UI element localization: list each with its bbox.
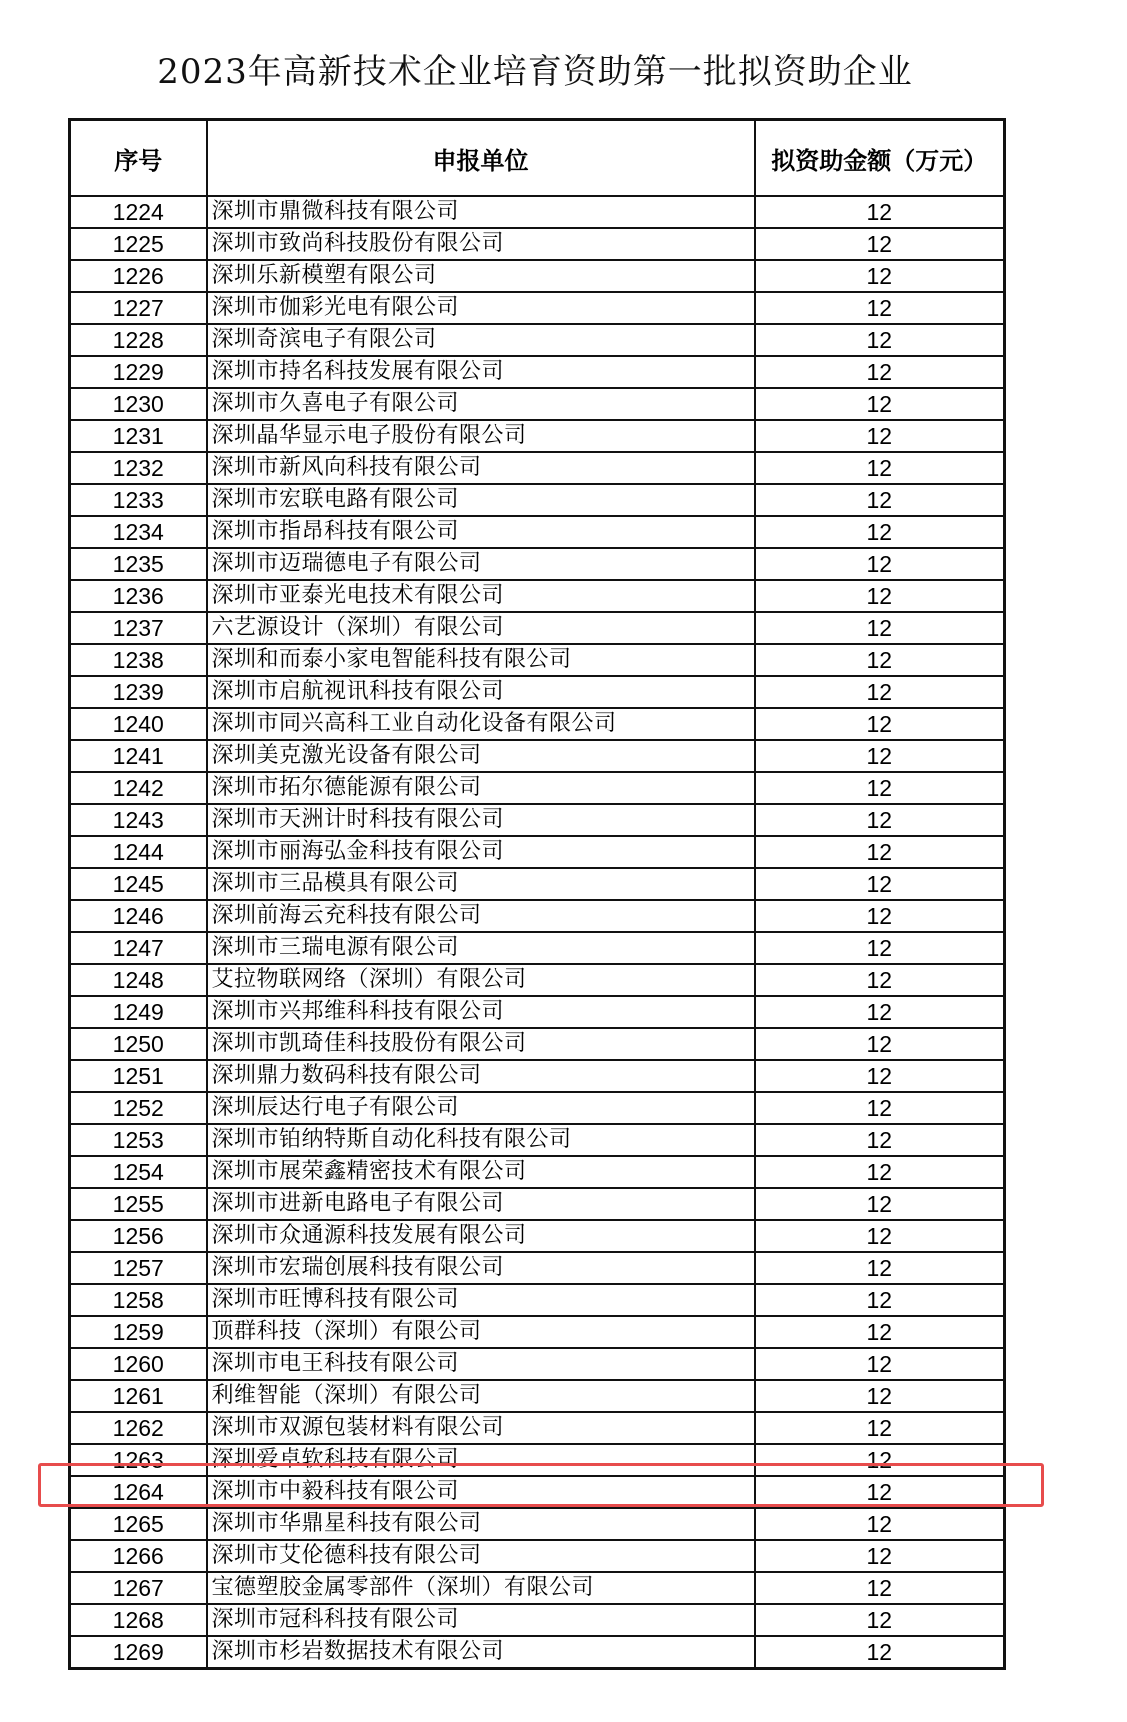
- table-row: [70, 452, 1005, 484]
- table-row: [70, 292, 1005, 324]
- row-seq: 1250: [70, 1028, 207, 1060]
- row-company-name: 深圳市杉岩数据技术有限公司: [207, 1636, 755, 1669]
- table-row: [70, 804, 1005, 836]
- row-amount: 12: [755, 580, 1005, 612]
- row-amount: 12: [755, 1476, 1005, 1508]
- row-company-name: 深圳市双源包装材料有限公司: [207, 1412, 755, 1444]
- column-header-seq: 序号: [70, 120, 207, 197]
- row-seq: 1242: [70, 772, 207, 804]
- table-row: [70, 1572, 1005, 1604]
- table-row: [70, 740, 1005, 772]
- table-row: [70, 1380, 1005, 1412]
- row-company-name: 深圳市指昂科技有限公司: [207, 516, 755, 548]
- column-header-unit: 申报单位: [207, 120, 755, 197]
- row-amount: 12: [755, 836, 1005, 868]
- row-seq: 1259: [70, 1316, 207, 1348]
- table-row: [70, 1124, 1005, 1156]
- row-amount: 12: [755, 772, 1005, 804]
- column-header-amount: 拟资助金额（万元）: [755, 120, 1005, 197]
- row-company-name: 深圳市持名科技发展有限公司: [207, 356, 755, 388]
- row-company-name: 深圳乐新模塑有限公司: [207, 260, 755, 292]
- row-amount: 12: [755, 1124, 1005, 1156]
- row-amount: 12: [755, 1444, 1005, 1476]
- row-seq: 1228: [70, 324, 207, 356]
- table-row-highlighted: [70, 1476, 1005, 1508]
- row-company-name: 深圳鼎力数码科技有限公司: [207, 1060, 755, 1092]
- row-amount: 12: [755, 932, 1005, 964]
- row-seq: 1246: [70, 900, 207, 932]
- row-seq: 1266: [70, 1540, 207, 1572]
- row-company-name: 深圳市中毅科技有限公司: [207, 1476, 755, 1508]
- row-company-name: 深圳市艾伦德科技有限公司: [207, 1540, 755, 1572]
- table-row: [70, 196, 1005, 228]
- row-amount: 12: [755, 1092, 1005, 1124]
- row-company-name: 深圳爱卓软科技有限公司: [207, 1444, 755, 1476]
- row-seq: 1235: [70, 548, 207, 580]
- row-company-name: 利维智能（深圳）有限公司: [207, 1380, 755, 1412]
- table-row: [70, 420, 1005, 452]
- table-row: [70, 644, 1005, 676]
- row-seq: 1239: [70, 676, 207, 708]
- table-row: [70, 612, 1005, 644]
- row-seq: 1230: [70, 388, 207, 420]
- row-company-name: 六艺源设计（深圳）有限公司: [207, 612, 755, 644]
- row-seq: 1241: [70, 740, 207, 772]
- row-amount: 12: [755, 548, 1005, 580]
- row-amount: 12: [755, 1252, 1005, 1284]
- funding-table: [68, 118, 1006, 1670]
- table-row: [70, 260, 1005, 292]
- row-seq: 1224: [70, 196, 207, 228]
- row-seq: 1237: [70, 612, 207, 644]
- row-company-name: 深圳市旺博科技有限公司: [207, 1284, 755, 1316]
- row-amount: 12: [755, 452, 1005, 484]
- row-seq: 1267: [70, 1572, 207, 1604]
- table-row: [70, 324, 1005, 356]
- row-company-name: 深圳市鼎微科技有限公司: [207, 196, 755, 228]
- row-amount: 12: [755, 1380, 1005, 1412]
- row-amount: 12: [755, 1508, 1005, 1540]
- table-row: [70, 772, 1005, 804]
- row-seq: 1226: [70, 260, 207, 292]
- row-company-name: 深圳市三品模具有限公司: [207, 868, 755, 900]
- row-company-name: 深圳市迈瑞德电子有限公司: [207, 548, 755, 580]
- row-seq: 1263: [70, 1444, 207, 1476]
- row-company-name: 深圳市启航视讯科技有限公司: [207, 676, 755, 708]
- row-amount: 12: [755, 1188, 1005, 1220]
- table-row: [70, 1636, 1005, 1669]
- table-row: [70, 1252, 1005, 1284]
- row-seq: 1257: [70, 1252, 207, 1284]
- row-company-name: 深圳市宏瑞创展科技有限公司: [207, 1252, 755, 1284]
- row-seq: 1262: [70, 1412, 207, 1444]
- row-amount: 12: [755, 228, 1005, 260]
- table-row: [70, 1092, 1005, 1124]
- row-company-name: 深圳市凯琦佳科技股份有限公司: [207, 1028, 755, 1060]
- table-row: [70, 676, 1005, 708]
- table-body: [70, 196, 1005, 1669]
- row-company-name: 深圳市铂纳特斯自动化科技有限公司: [207, 1124, 755, 1156]
- row-amount: 12: [755, 1316, 1005, 1348]
- row-company-name: 深圳市致尚科技股份有限公司: [207, 228, 755, 260]
- page-title: 2023年高新技术企业培育资助第一批拟资助企业: [157, 52, 913, 92]
- table-row: [70, 484, 1005, 516]
- row-amount: 12: [755, 740, 1005, 772]
- row-amount: 12: [755, 996, 1005, 1028]
- row-seq: 1249: [70, 996, 207, 1028]
- row-amount: 12: [755, 644, 1005, 676]
- table-row: [70, 1316, 1005, 1348]
- row-amount: 12: [755, 324, 1005, 356]
- table-row: [70, 964, 1005, 996]
- row-amount: 12: [755, 1060, 1005, 1092]
- table-row: [70, 1540, 1005, 1572]
- table-row: [70, 548, 1005, 580]
- row-amount: 12: [755, 1412, 1005, 1444]
- row-seq: 1233: [70, 484, 207, 516]
- table-row: [70, 1412, 1005, 1444]
- row-amount: 12: [755, 1572, 1005, 1604]
- table-row: [70, 388, 1005, 420]
- row-company-name: 深圳市久喜电子有限公司: [207, 388, 755, 420]
- row-company-name: 深圳市进新电路电子有限公司: [207, 1188, 755, 1220]
- row-company-name: 深圳和而泰小家电智能科技有限公司: [207, 644, 755, 676]
- row-seq: 1234: [70, 516, 207, 548]
- row-seq: 1248: [70, 964, 207, 996]
- table-row: [70, 1060, 1005, 1092]
- row-company-name: 深圳市亚泰光电技术有限公司: [207, 580, 755, 612]
- row-seq: 1238: [70, 644, 207, 676]
- row-company-name: 深圳市冠科科技有限公司: [207, 1604, 755, 1636]
- row-company-name: 深圳市兴邦维科科技有限公司: [207, 996, 755, 1028]
- row-seq: 1261: [70, 1380, 207, 1412]
- table-row: [70, 1348, 1005, 1380]
- row-company-name: 深圳市展荣鑫精密技术有限公司: [207, 1156, 755, 1188]
- table-row: [70, 356, 1005, 388]
- row-seq: 1240: [70, 708, 207, 740]
- row-seq: 1225: [70, 228, 207, 260]
- row-amount: 12: [755, 612, 1005, 644]
- row-seq: 1243: [70, 804, 207, 836]
- row-amount: 12: [755, 420, 1005, 452]
- row-company-name: 深圳市新风向科技有限公司: [207, 452, 755, 484]
- row-amount: 12: [755, 1156, 1005, 1188]
- row-amount: 12: [755, 292, 1005, 324]
- row-seq: 1229: [70, 356, 207, 388]
- row-seq: 1245: [70, 868, 207, 900]
- row-company-name: 深圳晶华显示电子股份有限公司: [207, 420, 755, 452]
- row-seq: 1254: [70, 1156, 207, 1188]
- row-seq: 1231: [70, 420, 207, 452]
- row-amount: 12: [755, 1348, 1005, 1380]
- row-company-name: 深圳市丽海弘金科技有限公司: [207, 836, 755, 868]
- row-seq: 1247: [70, 932, 207, 964]
- row-amount: 12: [755, 196, 1005, 228]
- table-row: [70, 1028, 1005, 1060]
- row-seq: 1256: [70, 1220, 207, 1252]
- row-amount: 12: [755, 1028, 1005, 1060]
- table-row: [70, 1220, 1005, 1252]
- row-company-name: 深圳市华鼎星科技有限公司: [207, 1508, 755, 1540]
- row-amount: 12: [755, 900, 1005, 932]
- row-company-name: 深圳市伽彩光电有限公司: [207, 292, 755, 324]
- row-amount: 12: [755, 804, 1005, 836]
- row-amount: 12: [755, 388, 1005, 420]
- row-company-name: 深圳市宏联电路有限公司: [207, 484, 755, 516]
- row-seq: 1268: [70, 1604, 207, 1636]
- row-amount: 12: [755, 868, 1005, 900]
- row-seq: 1264: [70, 1476, 207, 1508]
- row-amount: 12: [755, 964, 1005, 996]
- table-row: [70, 708, 1005, 740]
- table-row: [70, 1284, 1005, 1316]
- row-seq: 1258: [70, 1284, 207, 1316]
- row-amount: 12: [755, 676, 1005, 708]
- row-amount: 12: [755, 1220, 1005, 1252]
- row-amount: 12: [755, 1604, 1005, 1636]
- table-row: [70, 516, 1005, 548]
- row-seq: 1251: [70, 1060, 207, 1092]
- table-header-row: [70, 120, 1005, 197]
- table-row: [70, 900, 1005, 932]
- row-company-name: 深圳前海云充科技有限公司: [207, 900, 755, 932]
- row-company-name: 深圳市电王科技有限公司: [207, 1348, 755, 1380]
- table-row: [70, 1604, 1005, 1636]
- row-amount: 12: [755, 516, 1005, 548]
- row-seq: 1269: [70, 1636, 207, 1669]
- table-row: [70, 836, 1005, 868]
- row-company-name: 深圳市拓尔德能源有限公司: [207, 772, 755, 804]
- table-row: [70, 932, 1005, 964]
- row-company-name: 深圳辰达行电子有限公司: [207, 1092, 755, 1124]
- row-seq: 1253: [70, 1124, 207, 1156]
- row-company-name: 深圳市同兴高科工业自动化设备有限公司: [207, 708, 755, 740]
- table-row: [70, 228, 1005, 260]
- row-amount: 12: [755, 1284, 1005, 1316]
- row-company-name: 顶群科技（深圳）有限公司: [207, 1316, 755, 1348]
- row-seq: 1236: [70, 580, 207, 612]
- row-company-name: 深圳市三瑞电源有限公司: [207, 932, 755, 964]
- row-seq: 1255: [70, 1188, 207, 1220]
- table-row: [70, 580, 1005, 612]
- row-seq: 1265: [70, 1508, 207, 1540]
- row-seq: 1244: [70, 836, 207, 868]
- table-row: [70, 1444, 1005, 1476]
- table-row: [70, 1508, 1005, 1540]
- row-amount: 12: [755, 356, 1005, 388]
- table-row: [70, 1156, 1005, 1188]
- row-company-name: 深圳市众通源科技发展有限公司: [207, 1220, 755, 1252]
- row-company-name: 宝德塑胶金属零部件（深圳）有限公司: [207, 1572, 755, 1604]
- row-seq: 1232: [70, 452, 207, 484]
- row-amount: 12: [755, 1636, 1005, 1669]
- row-amount: 12: [755, 1540, 1005, 1572]
- row-amount: 12: [755, 708, 1005, 740]
- table-row: [70, 1188, 1005, 1220]
- row-company-name: 深圳奇滨电子有限公司: [207, 324, 755, 356]
- row-amount: 12: [755, 484, 1005, 516]
- row-company-name: 深圳美克激光设备有限公司: [207, 740, 755, 772]
- row-company-name: 深圳市天洲计时科技有限公司: [207, 804, 755, 836]
- row-seq: 1260: [70, 1348, 207, 1380]
- table-row: [70, 996, 1005, 1028]
- row-seq: 1252: [70, 1092, 207, 1124]
- table-row: [70, 868, 1005, 900]
- row-amount: 12: [755, 260, 1005, 292]
- row-seq: 1227: [70, 292, 207, 324]
- row-company-name: 艾拉物联网络（深圳）有限公司: [207, 964, 755, 996]
